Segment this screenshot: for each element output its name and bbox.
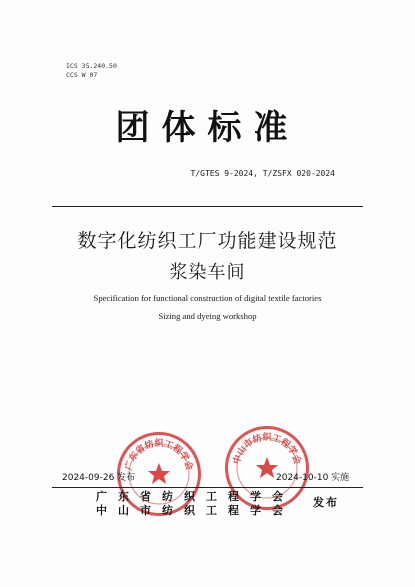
right-seal-text: 中山市纺织工程学会 [232,433,302,466]
right-seal-star-icon [256,457,278,478]
issuer-guangdong: 广东省纺织工程学会 [96,490,294,503]
left-seal-text: 广东省纺织工程学会 [124,439,194,472]
publish-date: 2024-09-26 发布 [62,473,136,483]
classification-codes [66,62,117,80]
title-english-line2: Sizing and dyeing workshop [158,311,257,321]
left-seal-star-icon [148,463,170,484]
issue-label: 发布 [313,496,339,509]
issuer-zhongshan: 中山市纺织工程学会 [96,504,294,517]
title-english-line1: Specification for functional construction of digital textile factories [93,293,322,303]
implement-date: 2024-10-10 实施 [276,473,350,483]
standard-type-heading: 团体标准 [115,108,300,148]
ics-code: ICS 35.240.50 [66,62,117,70]
ccs-code: CCS W 07 [66,71,98,79]
top-divider [52,206,363,207]
title-chinese-line2: 浆染车间 [169,262,246,283]
title-chinese-line1: 数字化纺织工厂功能建设规范 [77,230,338,252]
standard-number: T/GTES 9-2024, T/ZSFX 020-2024 [190,169,335,178]
